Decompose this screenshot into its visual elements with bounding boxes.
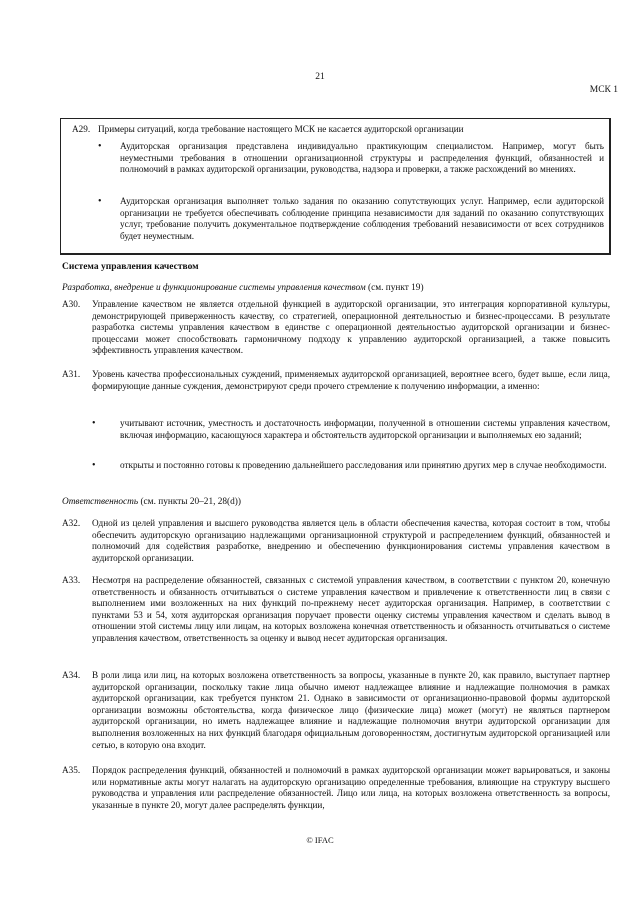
subheading-design xyxy=(62,283,622,293)
subheading-responsibility xyxy=(62,497,622,507)
a30-text: Управление качеством не является отдельной функцией в аудиторской организации, это интеграция корпоративной культуры, демонстрирующей приверженность качеству, со стратегией, операционной деятельностью и бизнес-процессами. В результате разработка системы управления качеством в единстве с операционной деятельностью аудиторской организации и бизнес-процессами может способствовать гармоничному подходу к управлению аудиторской организацией, а также повысить эффективность управления качеством. xyxy=(92,299,610,356)
bullet-icon: • xyxy=(92,418,96,429)
a29-bullet-1: Аудиторская организация представлена индивидуально практикующим специалистом. Например, могут быть неуместными требования в отношении организационной структуры и распределения функций, обязанностей и полномочий в рамках аудиторской организации, руководства, надзора и проверки, а также расхождений во мнениях. xyxy=(120,141,604,175)
a35-text: Порядок распределения функций, обязанностей и полномочий в рамках аудиторской организации может варьироваться, и законы или нормативные акты могут налагать на аудиторскую организацию определенные требования, влияющие на структуру высшего руководства и управления или распределение обязанностей. Лицо или лица, на которых возложена ответственность за вопросы, указанные в пункте 20, могут далее распределять функции, xyxy=(92,765,610,810)
a33-label: A33. xyxy=(62,575,81,585)
a29-title: Примеры ситуаций, когда требование настоящего МСК не касается аудиторской организации xyxy=(98,124,464,134)
a32-label: A32. xyxy=(62,518,81,528)
a31-label: A31. xyxy=(62,369,81,379)
section-heading: Система управления качеством xyxy=(62,262,199,272)
footer-copyright: © IFAC xyxy=(306,835,334,845)
a31-bullet-2: открыты и постоянно готовы к проведению дальнейшего расследования или принятию других мер в случае необходимости. xyxy=(120,460,607,470)
header-standard-code: МСК 1 xyxy=(589,85,618,95)
a31-bullet-1: учитывают источник, уместность и достаточность информации, полученной в отношении системы управления качеством, включая информацию, касающуюся характера и обстоятельств аудиторской организации и выполняемых ею заданий; xyxy=(120,418,610,440)
bullet-icon: • xyxy=(98,141,102,152)
subheading-responsibility-italic: Ответственность xyxy=(62,497,139,507)
a30-label: A30. xyxy=(62,299,81,309)
a34-label: A34. xyxy=(62,670,81,680)
a33-text: Несмотря на распределение обязанностей, связанных с системой управления качеством, в соответствии с пунктом 20, конечную ответственность и обязанность отчитываться о системе управления качеством и привлечение к ответственности лиц в связи с выполнением ими возложенных на них функций по-прежнему несет аудиторская организация. Например, в соответствии с пунктами 53 и 54, хотя аудиторская организация поручает провести оценку системы управления качеством и сделать вывод в отношении этой системы лицу или лицам, на которых возложена конечная ответственность и обязанность отчитываться о системе управления качеством, ответственность за оценку и вывод несет аудиторская организация. xyxy=(92,575,610,643)
a32-text: Одной из целей управления и высшего руководства является цель в области обеспечения качества, которая состоит в том, чтобы обеспечить аудиторскую организацию надлежащими организационной структурой и распределением функций, обязанностей и полномочий для содействия разработке, внедрению и обеспечению функционирования системы управления качеством в аудиторской организации. xyxy=(92,518,610,563)
bullet-icon: • xyxy=(92,460,96,471)
a29-bullet-2: Аудиторская организация выполняет только задания по оказанию сопутствующих услуг. Например, если аудиторской организации не требуется обеспечивать соблюдение принципа независимости для заданий по оказанию сопутствующих услуг, требование получить документальное подтверждение соблюдения требований независимости от всех сотрудников будет неуместным. xyxy=(120,196,604,241)
subheading-design-ref: (см. пункт 19) xyxy=(365,283,424,293)
a31-text: Уровень качества профессиональных суждений, применяемых аудиторской организацией, вероятнее всего, будет выше, если лица, формирующие данные суждения, демонстрируют среди прочего стремление к получению информации, а именно: xyxy=(92,369,610,391)
page-number: 21 xyxy=(315,72,325,82)
subheading-design-italic: Разработка, внедрение и функционирование системы управления качеством xyxy=(62,283,366,293)
bullet-icon: • xyxy=(98,196,102,207)
a29-label: A29. xyxy=(72,124,91,134)
a34-text: В роли лица или лиц, на которых возложена ответственность за вопросы, указанные в пункте 20, как правило, выступает партнер аудиторской организации, поскольку такие лица обычно имеют надлежащее влияние и надлежащие полномочия в рамках аудиторской организации, как требуется пунктом 21. Однако в зависимости от организационно-правовой формы аудиторской организации возможны обстоятельства, когда физическое лицо (физические лица) может (могут) не являться партнером аудиторской организации, но иметь надлежащее влияние и надлежащие полномочия внутри аудиторской организации для выполнения возложенных на них функций благодаря официальным договоренностям, достигнутым аудиторской организацией или сетью, в которую она входит. xyxy=(92,670,610,750)
subheading-responsibility-ref: (см. пункты 20–21, 28(d)) xyxy=(138,497,241,507)
a35-label: A35. xyxy=(62,765,81,775)
